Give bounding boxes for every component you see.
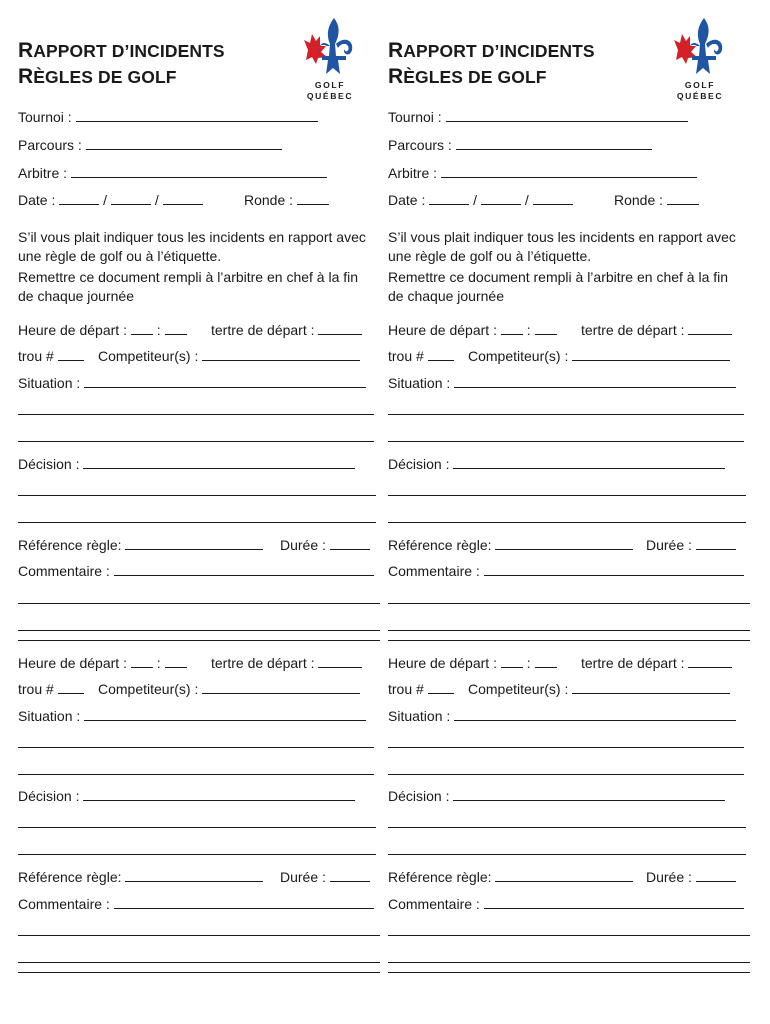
commentaire-line bbox=[388, 962, 750, 963]
fleur-de-lis-icon bbox=[300, 16, 360, 78]
section-divider bbox=[18, 640, 380, 641]
form-title: RAPPORT D’INCIDENTS RÈGLES DE GOLF bbox=[388, 39, 595, 88]
reference-regle-field[interactable]: Référence règle: bbox=[18, 868, 263, 885]
tertre-depart-field[interactable]: tertre de départ : bbox=[211, 321, 362, 338]
commentaire-field[interactable]: Commentaire : bbox=[388, 562, 744, 579]
fleur-de-lis-icon bbox=[670, 16, 730, 78]
situation-field[interactable]: Situation : bbox=[18, 374, 366, 391]
form-title: RAPPORT D’INCIDENTS RÈGLES DE GOLF bbox=[18, 39, 225, 88]
decision-line bbox=[18, 495, 376, 496]
commentaire-field[interactable]: Commentaire : bbox=[388, 895, 744, 912]
competiteurs-field[interactable]: Competiteur(s) : bbox=[98, 347, 360, 364]
decision-line bbox=[18, 854, 376, 855]
decision-line bbox=[388, 522, 746, 523]
situation-field[interactable]: Situation : bbox=[388, 374, 736, 391]
section-divider bbox=[388, 972, 750, 973]
situation-field[interactable]: Situation : bbox=[18, 707, 366, 724]
commentaire-line bbox=[18, 962, 380, 963]
heure-depart-field[interactable]: Heure de départ : : bbox=[18, 654, 187, 671]
decision-line bbox=[18, 827, 376, 828]
heure-depart-field[interactable]: Heure de départ : : bbox=[388, 654, 557, 671]
golf-quebec-logo: GOLF QUÉBEC bbox=[670, 16, 730, 104]
competiteurs-field[interactable]: Competiteur(s) : bbox=[468, 680, 730, 697]
trou-field[interactable]: trou # bbox=[18, 680, 84, 697]
reference-regle-field[interactable]: Référence règle: bbox=[388, 536, 633, 553]
section-divider bbox=[388, 640, 750, 641]
arbitre-line bbox=[71, 164, 327, 178]
heure-depart-field[interactable]: Heure de départ : : bbox=[388, 321, 557, 338]
decision-line bbox=[388, 827, 746, 828]
situation-line bbox=[18, 747, 374, 748]
instructions-paragraph-2: Remettre ce document rempli à l’arbitre en chef à la fin de chaque journée bbox=[18, 269, 359, 304]
competiteurs-field[interactable]: Competiteur(s) : bbox=[468, 347, 730, 364]
parcours-field[interactable]: Parcours : bbox=[388, 136, 652, 153]
trou-field[interactable]: trou # bbox=[388, 680, 454, 697]
decision-field[interactable]: Décision : bbox=[388, 787, 725, 804]
situation-line bbox=[18, 774, 374, 775]
decision-field[interactable]: Décision : bbox=[18, 455, 355, 472]
duree-field[interactable]: Durée : bbox=[646, 868, 736, 885]
parcours-field[interactable]: Parcours : bbox=[18, 136, 282, 153]
duree-field[interactable]: Durée : bbox=[280, 868, 370, 885]
decision-line bbox=[388, 854, 746, 855]
tertre-depart-field[interactable]: tertre de départ : bbox=[581, 654, 732, 671]
situation-line bbox=[388, 414, 744, 415]
reference-regle-field[interactable]: Référence règle: bbox=[388, 868, 633, 885]
arbitre-field[interactable]: Arbitre : bbox=[18, 164, 327, 181]
trou-field[interactable]: trou # bbox=[18, 347, 84, 364]
decision-line bbox=[388, 495, 746, 496]
commentaire-line bbox=[18, 603, 380, 604]
golf-quebec-logo: GOLF QUÉBEC bbox=[300, 16, 360, 104]
ronde-field[interactable]: Ronde : bbox=[244, 191, 329, 208]
tournoi-line bbox=[76, 108, 318, 122]
competiteurs-field[interactable]: Competiteur(s) : bbox=[98, 680, 360, 697]
ronde-field[interactable]: Ronde : bbox=[614, 191, 699, 208]
instructions-paragraph-2: Remettre ce document rempli à l’arbitre en chef à la fin de chaque journée bbox=[388, 269, 729, 304]
situation-line bbox=[18, 441, 374, 442]
commentaire-line bbox=[18, 935, 380, 936]
commentaire-field[interactable]: Commentaire : bbox=[18, 895, 374, 912]
date-field[interactable]: Date : / / bbox=[18, 191, 203, 208]
date-field[interactable]: Date : / / bbox=[388, 191, 573, 208]
commentaire-line bbox=[388, 603, 750, 604]
form-left bbox=[18, 0, 388, 1024]
section-divider bbox=[18, 972, 380, 973]
commentaire-line bbox=[18, 630, 380, 631]
tournoi-field[interactable]: Tournoi : bbox=[18, 108, 318, 125]
reference-regle-field[interactable]: Référence règle: bbox=[18, 536, 263, 553]
arbitre-line bbox=[441, 164, 697, 178]
instructions-paragraph-1: S’il vous plait indiquer tous les incidents en rapport avec une règle de golf ou à l’étiquette. bbox=[388, 229, 736, 264]
trou-field[interactable]: trou # bbox=[388, 347, 454, 364]
heure-depart-field[interactable]: Heure de départ : : bbox=[18, 321, 187, 338]
tournoi-line bbox=[446, 108, 688, 122]
situation-line bbox=[388, 774, 744, 775]
commentaire-line bbox=[388, 630, 750, 631]
tournoi-field[interactable]: Tournoi : bbox=[388, 108, 688, 125]
duree-field[interactable]: Durée : bbox=[646, 536, 736, 553]
arbitre-field[interactable]: Arbitre : bbox=[388, 164, 697, 181]
commentaire-line bbox=[388, 935, 750, 936]
decision-line bbox=[18, 522, 376, 523]
duree-field[interactable]: Durée : bbox=[280, 536, 370, 553]
decision-field[interactable]: Décision : bbox=[18, 787, 355, 804]
instructions-paragraph-1: S’il vous plait indiquer tous les incidents en rapport avec une règle de golf ou à l’étiquette. bbox=[18, 229, 366, 264]
situation-line bbox=[18, 414, 374, 415]
parcours-line bbox=[86, 136, 282, 150]
situation-line bbox=[388, 441, 744, 442]
form-right bbox=[388, 0, 758, 1024]
commentaire-field[interactable]: Commentaire : bbox=[18, 562, 374, 579]
parcours-line bbox=[456, 136, 652, 150]
decision-field[interactable]: Décision : bbox=[388, 455, 725, 472]
situation-field[interactable]: Situation : bbox=[388, 707, 736, 724]
tertre-depart-field[interactable]: tertre de départ : bbox=[211, 654, 362, 671]
tertre-depart-field[interactable]: tertre de départ : bbox=[581, 321, 732, 338]
situation-line bbox=[388, 747, 744, 748]
